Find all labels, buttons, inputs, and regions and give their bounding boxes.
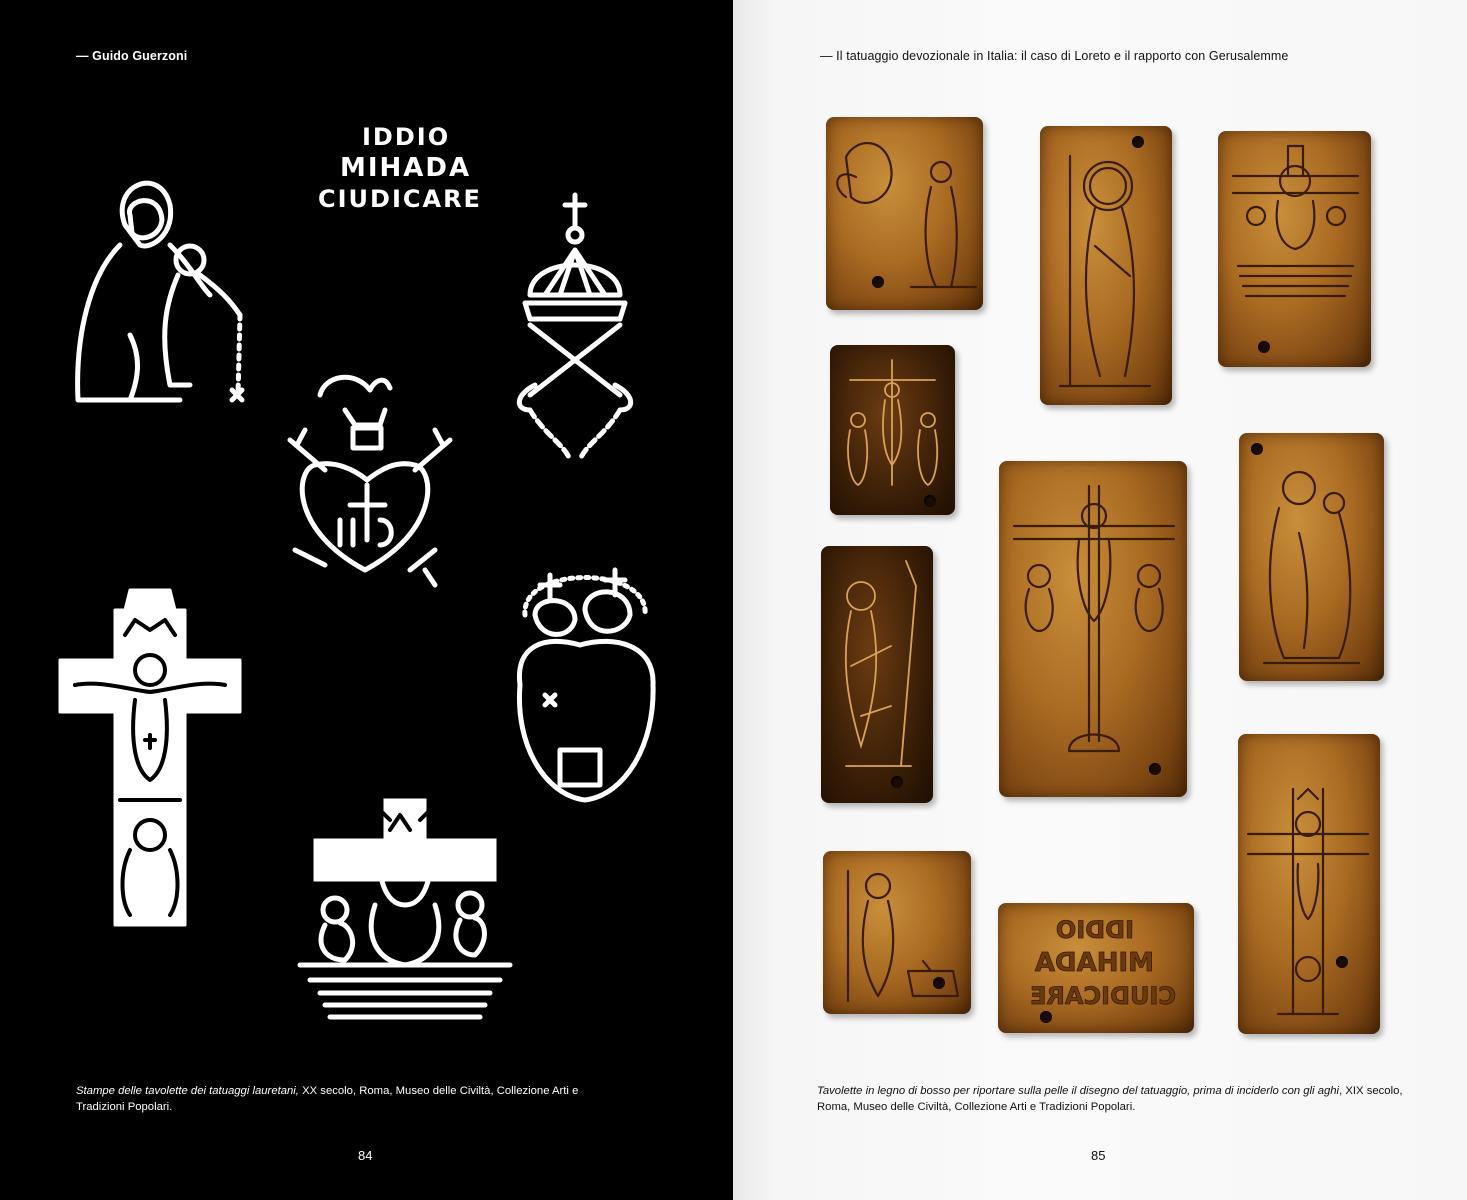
page-number-left: 84 xyxy=(358,1148,373,1163)
right-page xyxy=(733,0,1467,1200)
tablet-crucifixion-large xyxy=(999,461,1187,797)
sacred-heart-ihs-stamp xyxy=(285,370,455,590)
right-caption-rest: , XIX secolo, Roma, Museo delle Civiltà, Collezione Arti e Tradizioni Popolari. xyxy=(817,1085,1403,1113)
tablet-text-line-1: IDDIO xyxy=(1055,916,1134,944)
stamp-text-iddio-mihada xyxy=(310,120,510,220)
left-caption-italic: Stampe delle tavolette dei tatuaggi lauretani, xyxy=(76,1085,299,1097)
left-page xyxy=(0,0,733,1200)
stamp-line-3: CIUDICARE xyxy=(318,185,482,213)
madonna-child-stamp xyxy=(70,165,245,410)
tablet-iddio-mihada xyxy=(998,903,1194,1033)
running-head-author: — Guido Guerzoni xyxy=(76,49,188,63)
tablet-crucifix-madonna xyxy=(1238,734,1380,1034)
crucifix-madonna-stamp xyxy=(60,580,240,925)
stamp-line-2: MIHADA xyxy=(340,153,472,183)
tablet-madonna-child xyxy=(1239,433,1384,681)
papal-keys-stamp xyxy=(505,195,645,470)
tablet-saint-with-dog xyxy=(823,851,971,1014)
tablet-christ-cross xyxy=(1218,131,1371,367)
two-saints-stamp xyxy=(505,545,665,805)
running-head-title: — Il tatuaggio devozionale in Italia: il caso di Loreto e il rapporto con Gerusalemme xyxy=(820,49,1289,63)
left-caption-rest: XX secolo, Roma, Museo delle Civiltà, Collezione Arti e Tradizioni Popolari. xyxy=(76,1085,579,1113)
tablet-angel-figure xyxy=(826,117,983,310)
right-caption-italic: Tavolette in legno di bosso per riportare sulla pelle il disegno del tatuaggio, prima di inciderlo con gli aghi xyxy=(817,1085,1340,1097)
tablet-text-line-3: CIUDICARE xyxy=(1030,982,1176,1010)
tablet-crucifixion-small xyxy=(830,345,955,515)
stamp-line-1: IDDIO xyxy=(362,123,451,151)
right-caption xyxy=(817,1083,1417,1115)
left-caption xyxy=(76,1083,616,1115)
page-number-right: 85 xyxy=(1091,1148,1106,1163)
tablet-text-line-2: MIHADA xyxy=(1034,948,1154,978)
tablet-saint-with-staff xyxy=(1040,126,1172,405)
tablet-saint-sebastian xyxy=(821,546,933,803)
christ-cross-stamp xyxy=(295,795,515,1020)
